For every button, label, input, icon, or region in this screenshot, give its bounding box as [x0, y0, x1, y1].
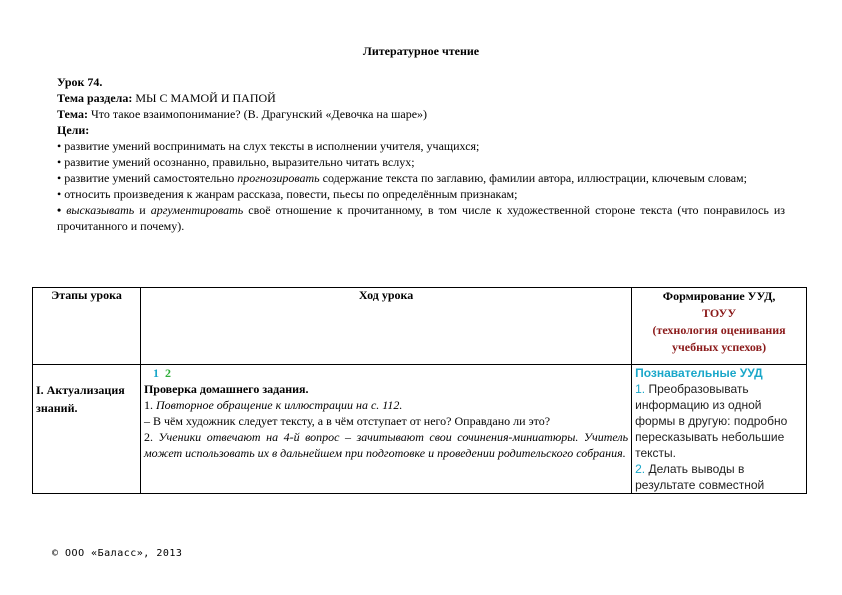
section-label: Тема раздела:: [57, 91, 133, 105]
lesson-number: Урок 74.: [57, 75, 103, 89]
course-item: 2. Ученики отвечают на 4-й вопрос – зачитывают свои сочинения-миниатюры. Учитель может использовать их в дальнейшем при подготовке и проведении родительского собрания.: [143, 430, 629, 460]
lesson-header: [57, 74, 785, 234]
goal-item: • относить произведения к жанрам рассказа, повести, пьесы по определённым признакам;: [57, 187, 518, 201]
topic-line: [57, 106, 785, 122]
header-stages: Этапы урока: [33, 288, 141, 365]
course-item: 1. Повторное обращение к иллюстрации на с. 112.: [143, 398, 403, 412]
goal-item: • высказывать и аргументировать своё отношение к прочитанному, в том числе к художественной стороне текста (что понравилось из прочитанного и почему).: [57, 203, 786, 233]
goals-label: Цели:: [57, 123, 90, 137]
goal-item: • развитие умений осознанно, правильно, выразительно читать вслух;: [57, 155, 415, 169]
uud-item: 2. Делать выводы в результате совместной: [635, 462, 765, 492]
uud-title: Познавательные УУД: [635, 366, 763, 380]
homework-heading: Проверка домашнего задания.: [143, 382, 309, 396]
header-uud: Формирование УУД, ТОУУ (технология оценивания учебных успехов): [632, 288, 807, 365]
copyright-footer: © ООО «Баласс», 2013: [52, 548, 183, 559]
topic-label: Тема:: [57, 107, 88, 121]
course-cell: [140, 365, 631, 494]
table-header-row: [33, 288, 807, 365]
goal-item: • развитие умений воспринимать на слух тексты в исполнении учителя, учащихся;: [57, 139, 480, 153]
topic-value: Что такое взаимопонимание? (В. Драгунский «Девочка на шаре»): [90, 107, 428, 121]
uud-item: 1. Преобразовывать информацию из одной формы в другую: подробно пересказывать небольшие тексты.: [635, 382, 788, 460]
course-question: – В чём художник следует тексту, а в чём отступает от него? Оправдано ли это?: [143, 414, 551, 428]
slide-numbers: 1 2: [152, 366, 171, 380]
uud-cell: [632, 365, 807, 494]
stage-cell: I. Актуализация знаний.: [33, 365, 141, 494]
header-course: Ход урока: [140, 288, 631, 365]
table-row: [33, 365, 807, 494]
goal-item: • развитие умений самостоятельно прогнозировать содержание текста по заглавию, фамилии автора, иллюстрации, ключевым словам;: [57, 171, 747, 185]
document-title: Литературное чтение: [362, 44, 480, 58]
section-line: [57, 90, 785, 106]
section-value: МЫ С МАМОЙ И ПАПОЙ: [135, 91, 276, 105]
lesson-table: [32, 287, 807, 494]
